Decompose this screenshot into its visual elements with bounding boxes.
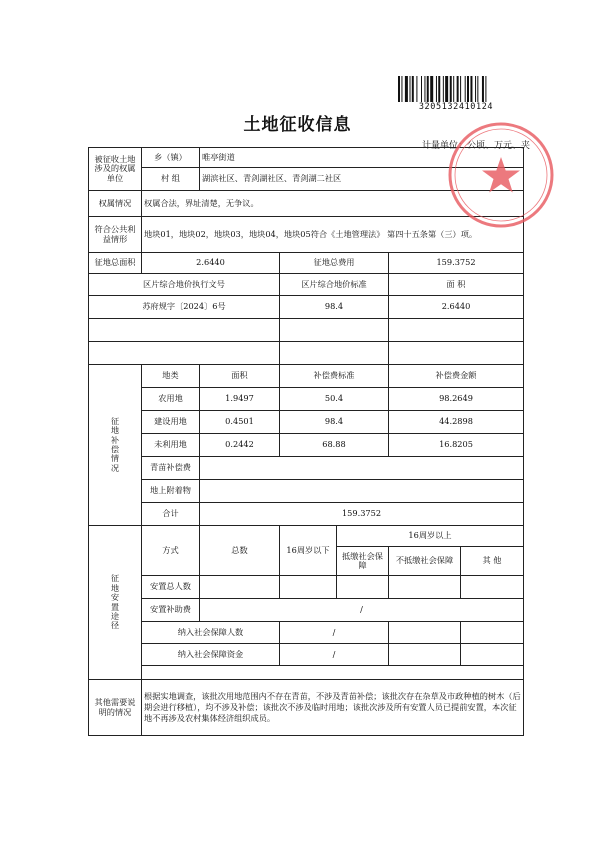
ownership-label: 被征收土地涉及的权属单位: [89, 148, 142, 191]
comp-standard: 68.88: [280, 434, 389, 457]
social-security-people-mark: /: [280, 622, 389, 644]
total-count-header: 总数: [200, 526, 280, 576]
comp-standard: 50.4: [280, 388, 389, 411]
social-security-funds-label: 纳入社会保障资金: [142, 644, 280, 666]
comp-amount: 44.2898: [389, 411, 524, 434]
comp-total-value: 159.3752: [200, 503, 524, 526]
comp-amount-header: 补偿费金额: [389, 365, 524, 388]
comp-amount: 16.8205: [389, 434, 524, 457]
area-header: 面 积: [389, 274, 524, 296]
total-fee-value: 159.3752: [389, 253, 524, 274]
resettlement-subsidy-mark: /: [200, 599, 524, 622]
unit-note: 计量单位：公顷、万元、夹: [421, 141, 530, 151]
method-header: 方式: [142, 526, 200, 576]
land-type-header: 地类: [142, 365, 200, 388]
resettlement-subsidy-label: 安置补助费: [142, 599, 200, 622]
notes-label: 其他需要说明的情况: [89, 680, 142, 736]
public-interest-label: 符合公共利益情形: [89, 217, 142, 253]
under16-header: 16周岁以下: [280, 526, 337, 576]
barcode: [398, 76, 514, 102]
pay-social-security-header: 抵缴社会保障: [337, 547, 389, 576]
social-security-people-label: 纳入社会保障人数: [142, 622, 280, 644]
area-value: 2.6440: [389, 296, 524, 319]
resettlement-section-label: 征 地 安 置 途 径: [89, 526, 142, 680]
land-type: 未利用地: [142, 434, 200, 457]
village-value: 湖滨社区、青剑湖社区、青剑湖二社区: [200, 168, 524, 191]
compensation-section-label: 征 地 补 偿 情 况: [89, 365, 142, 526]
no-pay-social-security-header: 不抵缴社会保障: [389, 547, 461, 576]
comp-total-label: 合计: [142, 503, 200, 526]
land-area: 0.4501: [200, 411, 280, 434]
land-type: 建设用地: [142, 411, 200, 434]
township-value: 唯亭街道: [200, 148, 524, 168]
total-area-label: 征地总面积: [89, 253, 142, 274]
barcode-number: 3205132410124: [418, 102, 494, 112]
over16-header: 16周岁以上: [337, 526, 524, 547]
township-label: 乡（镇）: [142, 148, 200, 168]
comp-standard: 98.4: [280, 411, 389, 434]
land-area: 0.2442: [200, 434, 280, 457]
seedling-fee-label: 青苗补偿费: [142, 457, 200, 480]
public-interest-value: 地块01，地块02，地块03，地块04，地块05符合《土地管理法》 第四十五条第（三）项。: [142, 217, 524, 253]
other-header: 其 他: [461, 547, 524, 576]
land-area-header: 面积: [200, 365, 280, 388]
attachments-label: 地上附着物: [142, 480, 200, 503]
notes-text: 根据实地调查，该批次用地范围内不存在青苗，不涉及青苗补偿；该批次存在杂草及市政种植的树木（后期会进行移植），均不涉及补偿；该批次不涉及临时用地；该批次涉及所有安置人员已提前安置，本次征地不再涉及农村集体经济组织成员。: [142, 680, 524, 736]
page-title: 土地征收信息: [243, 115, 352, 135]
total-area-value: 2.6440: [142, 253, 280, 274]
social-security-funds-mark: /: [280, 644, 389, 666]
rights-value: 权属合法，界址清楚，无争议。: [142, 191, 524, 217]
resettled-people-label: 安置总人数: [142, 576, 200, 599]
seal-star-icon: [482, 157, 520, 193]
land-expropriation-form: [88, 147, 524, 736]
comp-standard-header: 补偿费标准: [280, 365, 389, 388]
rights-label: 权属情况: [89, 191, 142, 217]
official-seal: [446, 120, 556, 230]
doc-number-value: 苏府规字〔2024〕6号: [89, 296, 280, 319]
land-type: 农用地: [142, 388, 200, 411]
price-standard-value: 98.4: [280, 296, 389, 319]
village-label: 村 组: [142, 168, 200, 191]
comp-amount: 98.2649: [389, 388, 524, 411]
total-fee-label: 征地总费用: [280, 253, 389, 274]
land-area: 1.9497: [200, 388, 280, 411]
doc-number-header: 区片综合地价执行文号: [89, 274, 280, 296]
price-standard-header: 区片综合地价标准: [280, 274, 389, 296]
